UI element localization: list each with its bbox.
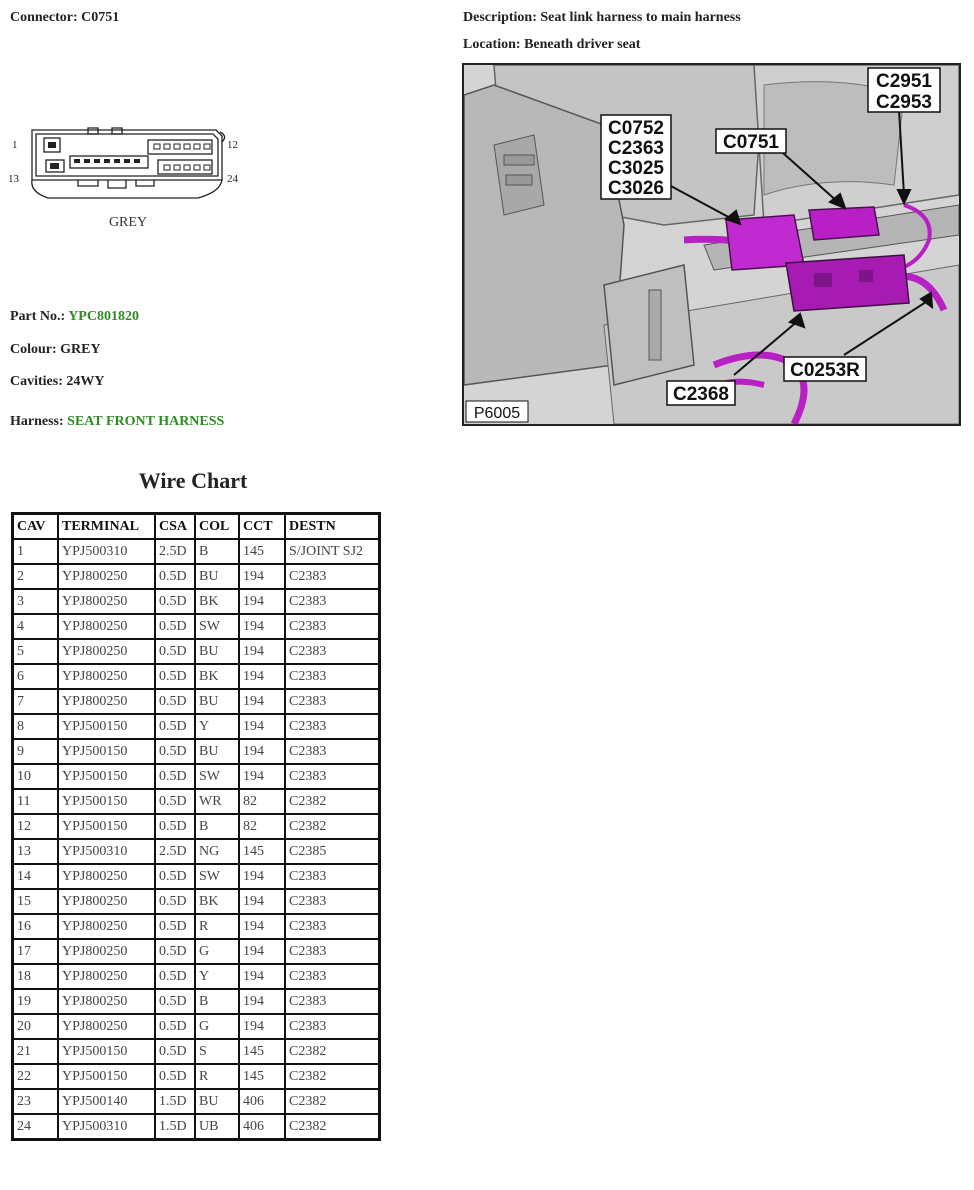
cell-col: BK [195,664,239,689]
table-row [13,739,380,764]
cell-col: SW [195,614,239,639]
cell-terminal: YPJ800250 [58,639,155,664]
cell-terminal: YPJ800250 [58,664,155,689]
cell-cct: 406 [239,1089,285,1114]
cell-cct: 194 [239,739,285,764]
cell-csa: 0.5D [155,889,195,914]
table-row [13,989,380,1014]
table-row [13,964,380,989]
cell-terminal: YPJ500310 [58,1114,155,1140]
cell-cav: 2 [13,564,59,589]
cell-csa: 0.5D [155,739,195,764]
cell-cav: 12 [13,814,59,839]
table-row [13,714,380,739]
cell-cct: 194 [239,564,285,589]
cell-col: G [195,1014,239,1039]
cell-csa: 0.5D [155,614,195,639]
cell-col: WR [195,789,239,814]
cell-csa: 2.5D [155,839,195,864]
callout-c2363: C2363 [608,138,664,159]
cell-cct: 145 [239,539,285,564]
cell-col: BK [195,889,239,914]
cell-csa: 0.5D [155,1014,195,1039]
cavities-line [10,374,105,390]
cell-terminal: YPJ500150 [58,814,155,839]
cavities-label: Cavities: [10,374,63,389]
cell-terminal: YPJ500150 [58,714,155,739]
cell-cct: 82 [239,789,285,814]
cell-csa: 1.5D [155,1089,195,1114]
cell-col: BU [195,1089,239,1114]
cell-destn: C2383 [285,939,380,964]
wire-chart-header-row [13,514,380,540]
cell-col: BU [195,639,239,664]
cell-csa: 2.5D [155,539,195,564]
location-illustration [464,65,959,424]
cell-cav: 10 [13,764,59,789]
cell-cct: 194 [239,639,285,664]
wire-chart-title: Wire Chart [138,468,248,493]
description-value: Seat link harness to main harness [540,10,741,25]
location-line [463,37,640,53]
cell-cct: 82 [239,814,285,839]
location-photo [462,63,961,426]
description-line [463,10,741,26]
cell-csa: 0.5D [155,764,195,789]
cell-terminal: YPJ500140 [58,1089,155,1114]
cell-cav: 9 [13,739,59,764]
table-row [13,614,380,639]
cell-destn: C2383 [285,689,380,714]
table-row [13,539,380,564]
column-header-cct: CCT [239,514,285,540]
colour-label: Colour: [10,342,57,357]
pin-label-13: 13 [8,173,19,185]
table-row [13,789,380,814]
cell-cct: 194 [239,614,285,639]
callout-c0751: C0751 [723,132,779,153]
callout-c2951: C2951 [876,71,932,92]
cell-col: B [195,814,239,839]
cell-terminal: YPJ800250 [58,689,155,714]
harness-link[interactable]: SEAT FRONT HARNESS [67,414,225,429]
cell-cct: 194 [239,964,285,989]
cell-csa: 0.5D [155,864,195,889]
column-header-destn: DESTN [285,514,380,540]
cell-cav: 20 [13,1014,59,1039]
cell-csa: 0.5D [155,914,195,939]
cell-csa: 0.5D [155,964,195,989]
column-header-terminal: TERMINAL [58,514,155,540]
table-row [13,564,380,589]
wire-chart-body [13,539,380,1140]
cell-cct: 145 [239,1064,285,1089]
table-row [13,1014,380,1039]
cell-col: Y [195,714,239,739]
location-value: Beneath driver seat [524,37,641,52]
cell-terminal: YPJ800250 [58,564,155,589]
table-row [13,939,380,964]
cell-terminal: YPJ800250 [58,989,155,1014]
cell-cav: 22 [13,1064,59,1089]
cell-cav: 19 [13,989,59,1014]
cell-cav: 18 [13,964,59,989]
table-row [13,589,380,614]
cell-csa: 0.5D [155,814,195,839]
cell-cct: 194 [239,589,285,614]
cell-cav: 8 [13,714,59,739]
cell-csa: 0.5D [155,589,195,614]
table-row [13,889,380,914]
cell-cct: 194 [239,889,285,914]
table-row [13,1039,380,1064]
table-row [13,1114,380,1140]
cell-col: SW [195,764,239,789]
callout-c3025: C3025 [608,158,664,179]
connector-label: Connector: [10,10,78,25]
pin-label-24: 24 [227,173,238,185]
cell-terminal: YPJ500310 [58,839,155,864]
wire-chart-table [11,512,381,1141]
cell-destn: C2383 [285,964,380,989]
cell-cav: 17 [13,939,59,964]
cell-cct: 194 [239,939,285,964]
cell-terminal: YPJ800250 [58,964,155,989]
cell-cct: 194 [239,1014,285,1039]
cell-destn: C2383 [285,914,380,939]
cell-csa: 0.5D [155,1039,195,1064]
cell-cav: 3 [13,589,59,614]
cell-terminal: YPJ800250 [58,939,155,964]
cell-destn: C2382 [285,1114,380,1140]
cell-destn: C2382 [285,1039,380,1064]
column-header-csa: CSA [155,514,195,540]
cell-destn: C2382 [285,789,380,814]
cell-col: R [195,1064,239,1089]
cell-cct: 194 [239,989,285,1014]
cell-terminal: YPJ500150 [58,764,155,789]
location-label: Location: [463,37,521,52]
cell-destn: C2383 [285,989,380,1014]
cell-cav: 16 [13,914,59,939]
cell-terminal: YPJ800250 [58,864,155,889]
figure-id-label: P6005 [473,405,521,422]
cell-csa: 0.5D [155,789,195,814]
cell-cav: 6 [13,664,59,689]
cell-cav: 14 [13,864,59,889]
cell-cct: 194 [239,714,285,739]
table-row [13,764,380,789]
cell-destn: C2385 [285,839,380,864]
description-label: Description: [463,10,537,25]
part-number-link[interactable]: YPC801820 [68,309,139,324]
cell-col: UB [195,1114,239,1140]
cell-terminal: YPJ800250 [58,889,155,914]
cell-csa: 0.5D [155,664,195,689]
cell-col: S [195,1039,239,1064]
cell-destn: C2383 [285,714,380,739]
cell-cct: 194 [239,689,285,714]
cell-col: R [195,914,239,939]
connector-colour-label: GREY [108,215,148,230]
cell-cav: 7 [13,689,59,714]
cell-col: BK [195,589,239,614]
part-number-label: Part No.: [10,309,66,324]
cell-destn: C2383 [285,589,380,614]
cell-destn: C2383 [285,564,380,589]
cell-csa: 0.5D [155,1064,195,1089]
table-row [13,1064,380,1089]
cell-destn: C2383 [285,614,380,639]
cell-cav: 13 [13,839,59,864]
cell-destn: C2382 [285,1064,380,1089]
cell-terminal: YPJ500150 [58,1039,155,1064]
cell-cct: 145 [239,1039,285,1064]
cell-cct: 194 [239,864,285,889]
table-row [13,639,380,664]
cell-csa: 0.5D [155,639,195,664]
cell-col: BU [195,689,239,714]
cell-terminal: YPJ800250 [58,589,155,614]
cell-cav: 21 [13,1039,59,1064]
cavities-value: 24WY [66,374,105,389]
cell-cav: 5 [13,639,59,664]
cell-col: B [195,989,239,1014]
cell-cav: 1 [13,539,59,564]
cell-cav: 24 [13,1114,59,1140]
cell-destn: C2383 [285,739,380,764]
cell-terminal: YPJ500150 [58,789,155,814]
cell-destn: S/JOINT SJ2 [285,539,380,564]
pin-label-12: 12 [227,139,238,151]
cell-col: SW [195,864,239,889]
column-header-cav: CAV [13,514,59,540]
cell-col: BU [195,739,239,764]
cell-cav: 15 [13,889,59,914]
callout-c3026: C3026 [608,178,664,199]
part-number-line [10,309,139,325]
cell-cav: 23 [13,1089,59,1114]
cell-csa: 1.5D [155,1114,195,1140]
cell-destn: C2382 [285,1089,380,1114]
cell-terminal: YPJ500310 [58,539,155,564]
cell-terminal: YPJ800250 [58,914,155,939]
cell-destn: C2383 [285,864,380,889]
table-row [13,689,380,714]
cell-csa: 0.5D [155,939,195,964]
connector-line [10,10,119,26]
cell-terminal: YPJ800250 [58,1014,155,1039]
cell-cct: 406 [239,1114,285,1140]
cell-terminal: YPJ800250 [58,614,155,639]
cell-col: G [195,939,239,964]
connector-value: C0751 [81,10,120,25]
harness-label: Harness: [10,414,64,429]
cell-col: NG [195,839,239,864]
cell-csa: 0.5D [155,989,195,1014]
cell-csa: 0.5D [155,689,195,714]
cell-destn: C2383 [285,1014,380,1039]
cell-terminal: YPJ500150 [58,739,155,764]
cell-col: BU [195,564,239,589]
callout-c0752: C0752 [608,118,664,139]
callout-c2953: C2953 [876,92,932,113]
table-row [13,1089,380,1114]
cell-cct: 194 [239,664,285,689]
table-row [13,814,380,839]
cell-destn: C2382 [285,814,380,839]
cell-cav: 4 [13,614,59,639]
cell-cct: 194 [239,914,285,939]
cell-destn: C2383 [285,664,380,689]
callout-c2368: C2368 [673,384,729,405]
cell-col: Y [195,964,239,989]
column-header-col: COL [195,514,239,540]
cell-destn: C2383 [285,764,380,789]
cell-cav: 11 [13,789,59,814]
cell-cct: 145 [239,839,285,864]
table-row [13,914,380,939]
table-row [13,864,380,889]
cell-col: B [195,539,239,564]
cell-csa: 0.5D [155,564,195,589]
callout-c0253r: C0253R [790,360,860,381]
cell-destn: C2383 [285,889,380,914]
colour-value: GREY [60,342,101,357]
connector-face-diagram [8,120,258,235]
cell-destn: C2383 [285,639,380,664]
table-row [13,664,380,689]
harness-line [10,414,224,430]
pin-label-1: 1 [12,139,18,151]
cell-terminal: YPJ500150 [58,1064,155,1089]
table-row [13,839,380,864]
cell-csa: 0.5D [155,714,195,739]
colour-line [10,342,101,358]
cell-cct: 194 [239,764,285,789]
